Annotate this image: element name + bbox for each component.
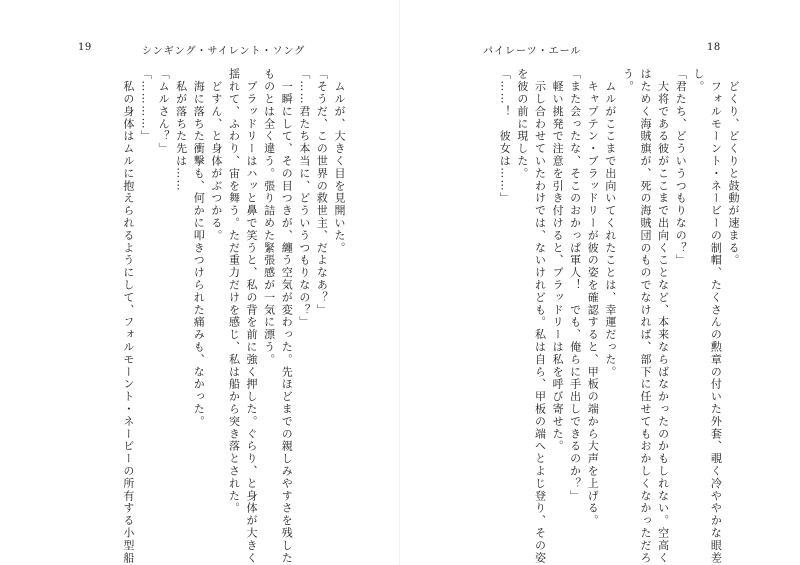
- text-line: 私の身体はムルに抱えられるようにして、フォルモーント・ネービーの所有する小型船: [121, 68, 135, 564]
- text-line: 「……！ 彼女は……」: [498, 68, 512, 205]
- text-line: ムルが、大きく目を見開いた。: [333, 68, 346, 254]
- text-line: 軽い挑発で注意を引き付けると、ブラッドリーは私を呼び寄せた。: [551, 68, 565, 453]
- text-line: はためく海賊旗が、死の海賊団のものでなければ、部下に任せてもおかしくなかっただろ: [639, 68, 653, 564]
- text-line: 揺れて、ふわり、宙を舞う。ただ重力だけを感じ、私は船から突き落とされた。: [227, 68, 241, 515]
- text-line: 大将である彼がここまで出向くことなど、本来ならばなかったのかもしれない。空高く: [656, 68, 670, 564]
- text-line: 「…………」: [139, 68, 153, 143]
- text-line: フォルモーント・ネービーの制帽、たくさんの勲章の付いた外套、覗く冷ややかな眼差: [709, 68, 723, 564]
- running-head: パイレーツ・エール: [483, 46, 582, 57]
- text-line: 海に落ちた衝撃も、何かに叩きつけられた痛みも、なかった。: [192, 68, 206, 428]
- text-line: 「君たち、どういうつもりなの？」: [674, 68, 688, 267]
- text-line: 一瞬にして、その目つきが、纏う空気が変わった。先ほどまでの親しみやすさを残した: [280, 68, 294, 564]
- right-page: [400, 0, 800, 565]
- text-line: ものとは全く違う。張り詰めた緊張感が一気に漂う。: [262, 68, 276, 366]
- text-line: どくり、どくりと鼓動が速まる。: [727, 68, 740, 267]
- text-line: 私が落ちた先は……: [174, 68, 188, 192]
- text-line: を彼の前に現した。: [515, 68, 529, 180]
- text-line: し。: [691, 68, 705, 93]
- page-number: 18: [707, 42, 721, 53]
- text-line: ブラッドリーはハッと鼻で笑うと、私の背を前に強く押した。ぐらり、と身体が大きく: [245, 68, 259, 564]
- running-head: シンギング・サイレント・ソング: [142, 46, 306, 57]
- body-text: [53, 68, 348, 564]
- text-line: 「そうだ、この世界の救世主、だよなあ？」: [315, 68, 329, 316]
- text-line: う。: [621, 68, 635, 93]
- text-line: 「……君たち本当に、どういうつもりなの？」: [297, 68, 311, 329]
- text-line: ムルがここまで出向いてくれたことは、幸運だった。: [603, 68, 617, 378]
- text-line: キャプテン・ブラッドリーが彼の姿を確認すると、甲板の端から大声を上げる。: [586, 68, 600, 527]
- body-text: [474, 68, 742, 564]
- text-line: 「また会ったな、そこのおかっぱ軍人！ でも、俺らに手出しできるのか？」: [568, 68, 582, 502]
- text-line: 「ムルさん？」: [157, 68, 171, 155]
- page-number: 19: [78, 42, 92, 53]
- text-line: どすん、と身体がぶつかる。: [209, 68, 223, 242]
- text-line: 示し合わせていたわけでは、ないけれども。私は自ら、甲板の端へとよじ登り、その姿: [533, 68, 547, 564]
